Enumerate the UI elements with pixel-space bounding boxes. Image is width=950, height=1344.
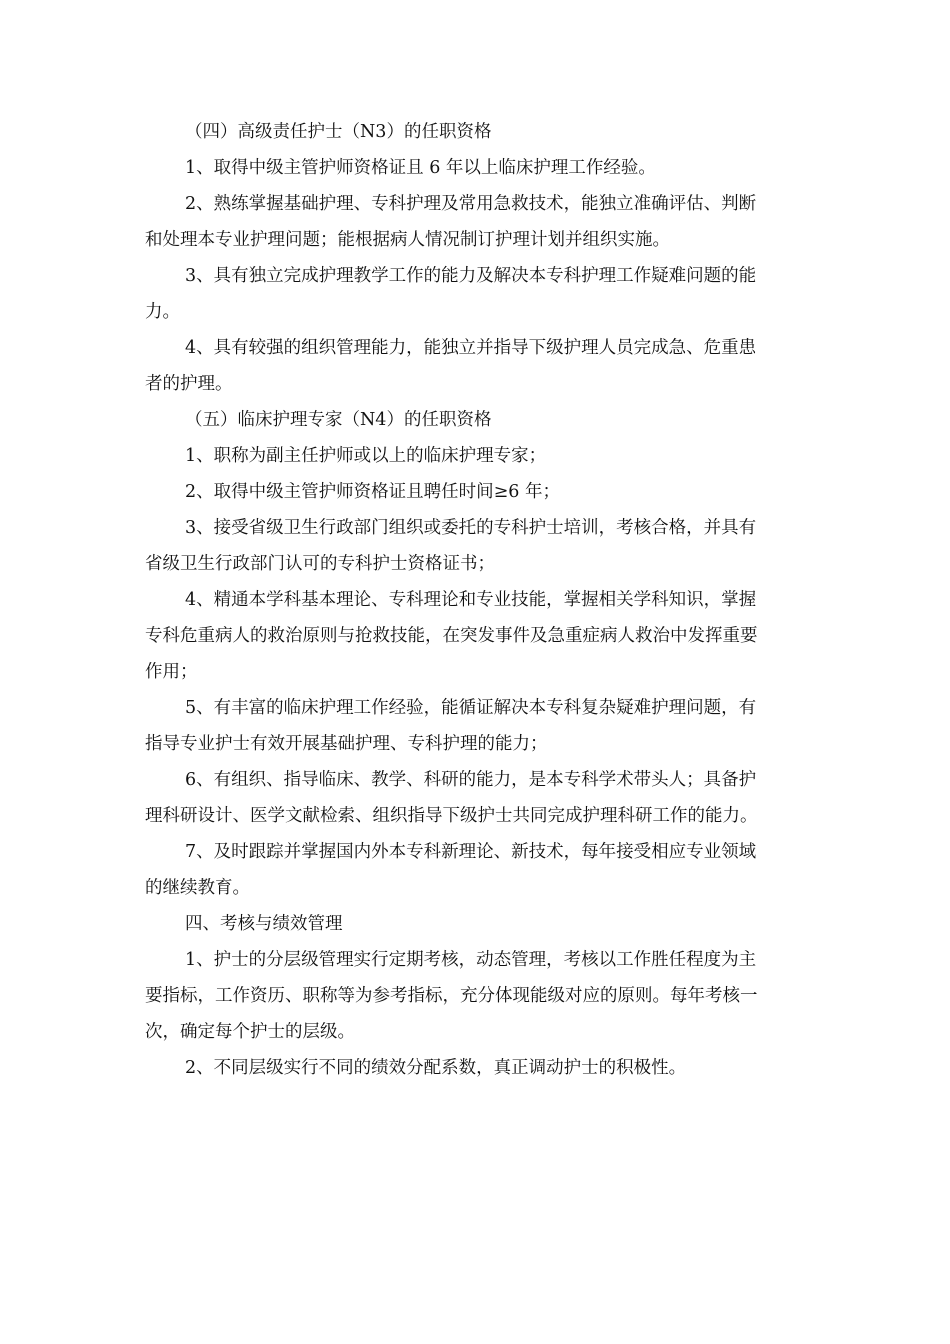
paragraph (145, 258, 810, 330)
text-line: 力。 (145, 302, 180, 322)
paragraph (145, 762, 810, 834)
paragraph (145, 186, 810, 258)
paragraph (145, 942, 810, 1050)
paragraph (145, 510, 810, 582)
paragraph (145, 438, 810, 474)
document-body (145, 114, 810, 1086)
text-line: 次，确定每个护士的层级。 (145, 1022, 355, 1042)
text-line: 7、及时跟踪并掌握国内外本专科新理论、新技术，每年接受相应专业领域 (185, 842, 757, 862)
text-line: 6、有组织、指导临床、教学、科研的能力，是本专科学术带头人；具备护 (185, 770, 757, 790)
text-line: 指导专业护士有效开展基础护理、专科护理的能力； (145, 734, 548, 754)
text-line: 和处理本专业护理问题；能根据病人情况制订护理计划并组织实施。 (145, 230, 670, 250)
text-line: 2、取得中级主管护师资格证且聘任时间≥6 年； (185, 482, 560, 502)
text-line: 要指标，工作资历、职称等为参考指标，充分体现能级对应的原则。每年考核一 (145, 986, 758, 1006)
text-line: 5、有丰富的临床护理工作经验，能循证解决本专科复杂疑难护理问题，有 (185, 698, 757, 718)
paragraph (145, 474, 810, 510)
text-line: 3、具有独立完成护理教学工作的能力及解决本专科护理工作疑难问题的能 (185, 266, 757, 286)
text-line: 4、具有较强的组织管理能力，能独立并指导下级护理人员完成急、危重患 (185, 338, 757, 358)
section-heading-assessment (145, 906, 810, 942)
text-line: 2、不同层级实行不同的绩效分配系数，真正调动护士的积极性。 (185, 1058, 687, 1078)
paragraph (145, 1050, 810, 1086)
text-line: 作用； (145, 662, 198, 682)
text-line: 专科危重病人的救治原则与抢救技能，在突发事件及急重症病人救治中发挥重要 (145, 626, 758, 646)
text-line: 省级卫生行政部门认可的专科护士资格证书； (145, 554, 495, 574)
text-line: 理科研设计、医学文献检索、组织指导下级护士共同完成护理科研工作的能力。 (145, 806, 758, 826)
text-line: 3、接受省级卫生行政部门组织或委托的专科护士培训，考核合格，并具有 (185, 518, 757, 538)
text-line: 者的护理。 (145, 374, 233, 394)
text-line: 2、熟练掌握基础护理、专科护理及常用急救技术，能独立准确评估、判断 (185, 194, 757, 214)
text-line: 的继续教育。 (145, 878, 250, 898)
paragraph (145, 834, 810, 906)
text-line: 1、职称为副主任护师或以上的临床护理专家； (185, 446, 547, 466)
text-line: 1、护士的分层级管理实行定期考核，动态管理，考核以工作胜任程度为主 (185, 950, 757, 970)
paragraph (145, 690, 810, 762)
paragraph (145, 150, 810, 186)
text-line: （四）高级责任护士（N3）的任职资格 (185, 122, 492, 142)
text-line: 四、考核与绩效管理 (185, 914, 343, 934)
paragraph (145, 582, 810, 690)
section-heading-n3 (145, 114, 810, 150)
text-line: 1、取得中级主管护师资格证且 6 年以上临床护理工作经验。 (185, 158, 656, 178)
paragraph (145, 330, 810, 402)
section-heading-n4 (145, 402, 810, 438)
text-line: （五）临床护理专家（N4）的任职资格 (185, 410, 492, 430)
text-line: 4、精通本学科基本理论、专科理论和专业技能，掌握相关学科知识，掌握 (185, 590, 757, 610)
